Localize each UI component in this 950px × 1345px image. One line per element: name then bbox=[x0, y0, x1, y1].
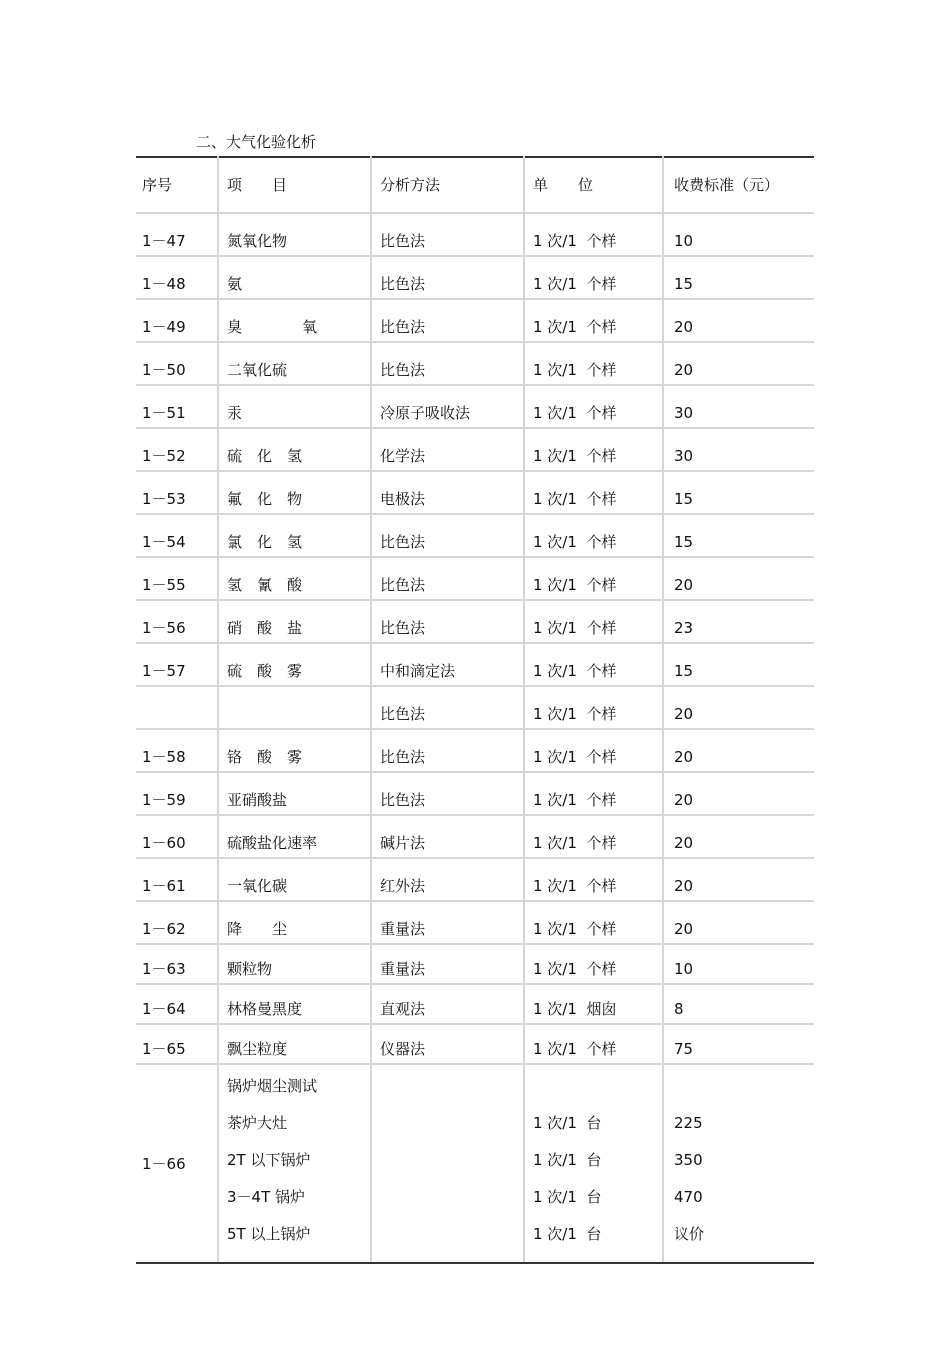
cell-item: 二氧化硫 bbox=[218, 342, 371, 385]
table-row bbox=[136, 686, 814, 729]
table-row bbox=[136, 944, 814, 984]
cell-fee: 20 bbox=[663, 815, 814, 858]
cell-unit: 1 次/1 个样 bbox=[524, 213, 663, 256]
cell-item-line: 3－4T 锅炉 bbox=[227, 1188, 306, 1206]
cell-index: 1－58 bbox=[136, 729, 218, 772]
cell-item: 汞 bbox=[218, 385, 371, 428]
cell-unit-line: 1 次/1 台 bbox=[533, 1188, 602, 1206]
cell-unit-line: 1 次/1 台 bbox=[533, 1151, 602, 1169]
cell-method: 重量法 bbox=[371, 901, 524, 944]
header-cell-index: 序号 bbox=[136, 157, 218, 213]
cell-fee: 8 bbox=[663, 984, 814, 1024]
cell-index: 1－62 bbox=[136, 901, 218, 944]
cell-index: 1－50 bbox=[136, 342, 218, 385]
cell-index: 1－59 bbox=[136, 772, 218, 815]
table-row bbox=[136, 342, 814, 385]
cell-unit: 1 次/1 个样 bbox=[524, 944, 663, 984]
cell-method: 比色法 bbox=[371, 600, 524, 643]
cell-unit: 1 次/1 个样 bbox=[524, 729, 663, 772]
cell-index: 1－57 bbox=[136, 643, 218, 686]
cell-unit: 1 次/1 个样 bbox=[524, 1024, 663, 1064]
cell-method: 比色法 bbox=[371, 772, 524, 815]
cell-item: 降 尘 bbox=[218, 901, 371, 944]
cell-method: 电极法 bbox=[371, 471, 524, 514]
cell-item bbox=[218, 1064, 371, 1263]
cell-index: 1－56 bbox=[136, 600, 218, 643]
table-row bbox=[136, 256, 814, 299]
cell-method: 比色法 bbox=[371, 299, 524, 342]
cell-method: 冷原子吸收法 bbox=[371, 385, 524, 428]
cell-fee: 75 bbox=[663, 1024, 814, 1064]
cell-fee: 15 bbox=[663, 643, 814, 686]
cell-item: 林格曼黑度 bbox=[218, 984, 371, 1024]
header-cell-unit: 单 位 bbox=[524, 157, 663, 213]
cell-method: 重量法 bbox=[371, 944, 524, 984]
table-row bbox=[136, 514, 814, 557]
cell-fee: 20 bbox=[663, 901, 814, 944]
cell-method: 中和滴定法 bbox=[371, 643, 524, 686]
table-row bbox=[136, 557, 814, 600]
cell-unit: 1 次/1 个样 bbox=[524, 600, 663, 643]
cell-fee: 15 bbox=[663, 471, 814, 514]
cell-unit: 1 次/1 个样 bbox=[524, 342, 663, 385]
section-title: 二、大气化验化析 bbox=[196, 133, 317, 151]
cell-fee: 20 bbox=[663, 772, 814, 815]
cell-unit-line: 1 次/1 台 bbox=[533, 1225, 602, 1243]
cell-method: 比色法 bbox=[371, 213, 524, 256]
table-row bbox=[136, 729, 814, 772]
cell-fee: 23 bbox=[663, 600, 814, 643]
cell-fee: 30 bbox=[663, 385, 814, 428]
cell-fee-line: 470 bbox=[674, 1188, 703, 1206]
header-cell-method: 分析方法 bbox=[371, 157, 524, 213]
cell-unit-line: 1 次/1 台 bbox=[533, 1114, 602, 1132]
cell-item-line: 茶炉大灶 bbox=[227, 1114, 288, 1132]
cell-item: 硝 酸 盐 bbox=[218, 600, 371, 643]
cell-item: 硫酸盐化速率 bbox=[218, 815, 371, 858]
cell-index: 1－49 bbox=[136, 299, 218, 342]
cell-fee: 20 bbox=[663, 342, 814, 385]
cell-fee: 15 bbox=[663, 514, 814, 557]
table-row bbox=[136, 385, 814, 428]
cell-fee-line: 议价 bbox=[674, 1225, 705, 1243]
cell-fee: 20 bbox=[663, 686, 814, 729]
table-row bbox=[136, 901, 814, 944]
cell-unit-line bbox=[533, 1077, 662, 1114]
cell-fee: 20 bbox=[663, 557, 814, 600]
table-row-boiler bbox=[136, 1064, 814, 1263]
cell-fee-line bbox=[674, 1077, 814, 1114]
cell-unit: 1 次/1 烟囱 bbox=[524, 984, 663, 1024]
cell-index: 1－48 bbox=[136, 256, 218, 299]
table-row bbox=[136, 471, 814, 514]
header-cell-fee: 收费标准（元） bbox=[663, 157, 814, 213]
cell-method: 比色法 bbox=[371, 729, 524, 772]
cell-index: 1－54 bbox=[136, 514, 218, 557]
cell-fee: 15 bbox=[663, 256, 814, 299]
cell-method: 比色法 bbox=[371, 342, 524, 385]
cell-unit: 1 次/1 个样 bbox=[524, 901, 663, 944]
cell-unit: 1 次/1 个样 bbox=[524, 772, 663, 815]
table-row bbox=[136, 984, 814, 1024]
cell-unit: 1 次/1 个样 bbox=[524, 643, 663, 686]
cell-fee: 10 bbox=[663, 944, 814, 984]
table-row bbox=[136, 1024, 814, 1064]
cell-item: 臭 氧 bbox=[218, 299, 371, 342]
cell-item-line: 5T 以上锅炉 bbox=[227, 1225, 311, 1243]
cell-item: 氟 化 物 bbox=[218, 471, 371, 514]
cell-unit: 1 次/1 个样 bbox=[524, 686, 663, 729]
cell-fee-line: 350 bbox=[674, 1151, 703, 1169]
cell-fee: 20 bbox=[663, 299, 814, 342]
table-header-row bbox=[136, 157, 814, 213]
cell-unit: 1 次/1 个样 bbox=[524, 815, 663, 858]
cell-item: 一氧化碳 bbox=[218, 858, 371, 901]
cell-index: 1－52 bbox=[136, 428, 218, 471]
cell-index bbox=[136, 686, 218, 729]
cell-unit bbox=[524, 1064, 663, 1263]
cell-item: 飘尘粒度 bbox=[218, 1024, 371, 1064]
cell-item: 硫 化 氢 bbox=[218, 428, 371, 471]
cell-method: 比色法 bbox=[371, 256, 524, 299]
cell-fee bbox=[663, 1064, 814, 1263]
cell-item: 氨 bbox=[218, 256, 371, 299]
cell-unit: 1 次/1 个样 bbox=[524, 858, 663, 901]
cell-item: 硫 酸 雾 bbox=[218, 643, 371, 686]
cell-item-line: 2T 以下锅炉 bbox=[227, 1151, 311, 1169]
table-row bbox=[136, 858, 814, 901]
cell-method: 比色法 bbox=[371, 686, 524, 729]
table-row bbox=[136, 213, 814, 256]
cell-unit: 1 次/1 个样 bbox=[524, 557, 663, 600]
cell-item: 亚硝酸盐 bbox=[218, 772, 371, 815]
cell-index: 1－47 bbox=[136, 213, 218, 256]
cell-item: 氢 氰 酸 bbox=[218, 557, 371, 600]
cell-index: 1－65 bbox=[136, 1024, 218, 1064]
cell-index: 1－51 bbox=[136, 385, 218, 428]
cell-index: 1－63 bbox=[136, 944, 218, 984]
cell-unit: 1 次/1 个样 bbox=[524, 514, 663, 557]
table-row bbox=[136, 299, 814, 342]
cell-item: 铬 酸 雾 bbox=[218, 729, 371, 772]
cell-fee: 30 bbox=[663, 428, 814, 471]
cell-item: 颗粒物 bbox=[218, 944, 371, 984]
cell-unit: 1 次/1 个样 bbox=[524, 385, 663, 428]
cell-item: 氯 化 氢 bbox=[218, 514, 371, 557]
table-row bbox=[136, 600, 814, 643]
cell-method: 仪器法 bbox=[371, 1024, 524, 1064]
cell-fee: 10 bbox=[663, 213, 814, 256]
cell-method: 直观法 bbox=[371, 984, 524, 1024]
cell-index: 1－53 bbox=[136, 471, 218, 514]
cell-index: 1－61 bbox=[136, 858, 218, 901]
table-row bbox=[136, 428, 814, 471]
cell-index: 1－60 bbox=[136, 815, 218, 858]
cell-method: 化学法 bbox=[371, 428, 524, 471]
table-row bbox=[136, 772, 814, 815]
cell-unit: 1 次/1 个样 bbox=[524, 471, 663, 514]
cell-method: 比色法 bbox=[371, 514, 524, 557]
cell-unit: 1 次/1 个样 bbox=[524, 256, 663, 299]
cell-item-line: 锅炉烟尘测试 bbox=[227, 1077, 318, 1095]
table-row bbox=[136, 815, 814, 858]
cell-method bbox=[371, 1064, 524, 1263]
cell-index: 1－55 bbox=[136, 557, 218, 600]
cell-method: 红外法 bbox=[371, 858, 524, 901]
cell-unit: 1 次/1 个样 bbox=[524, 428, 663, 471]
cell-fee: 20 bbox=[663, 729, 814, 772]
cell-index: 1－64 bbox=[136, 984, 218, 1024]
header-cell-item: 项 目 bbox=[218, 157, 371, 213]
cell-method: 比色法 bbox=[371, 557, 524, 600]
cell-index: 1－66 bbox=[136, 1064, 218, 1263]
fee-table bbox=[136, 156, 814, 1264]
cell-method: 碱片法 bbox=[371, 815, 524, 858]
cell-unit: 1 次/1 个样 bbox=[524, 299, 663, 342]
table-row bbox=[136, 643, 814, 686]
cell-fee-line: 225 bbox=[674, 1114, 703, 1132]
cell-item: 氮氧化物 bbox=[218, 213, 371, 256]
cell-fee: 20 bbox=[663, 858, 814, 901]
cell-item bbox=[218, 686, 371, 729]
